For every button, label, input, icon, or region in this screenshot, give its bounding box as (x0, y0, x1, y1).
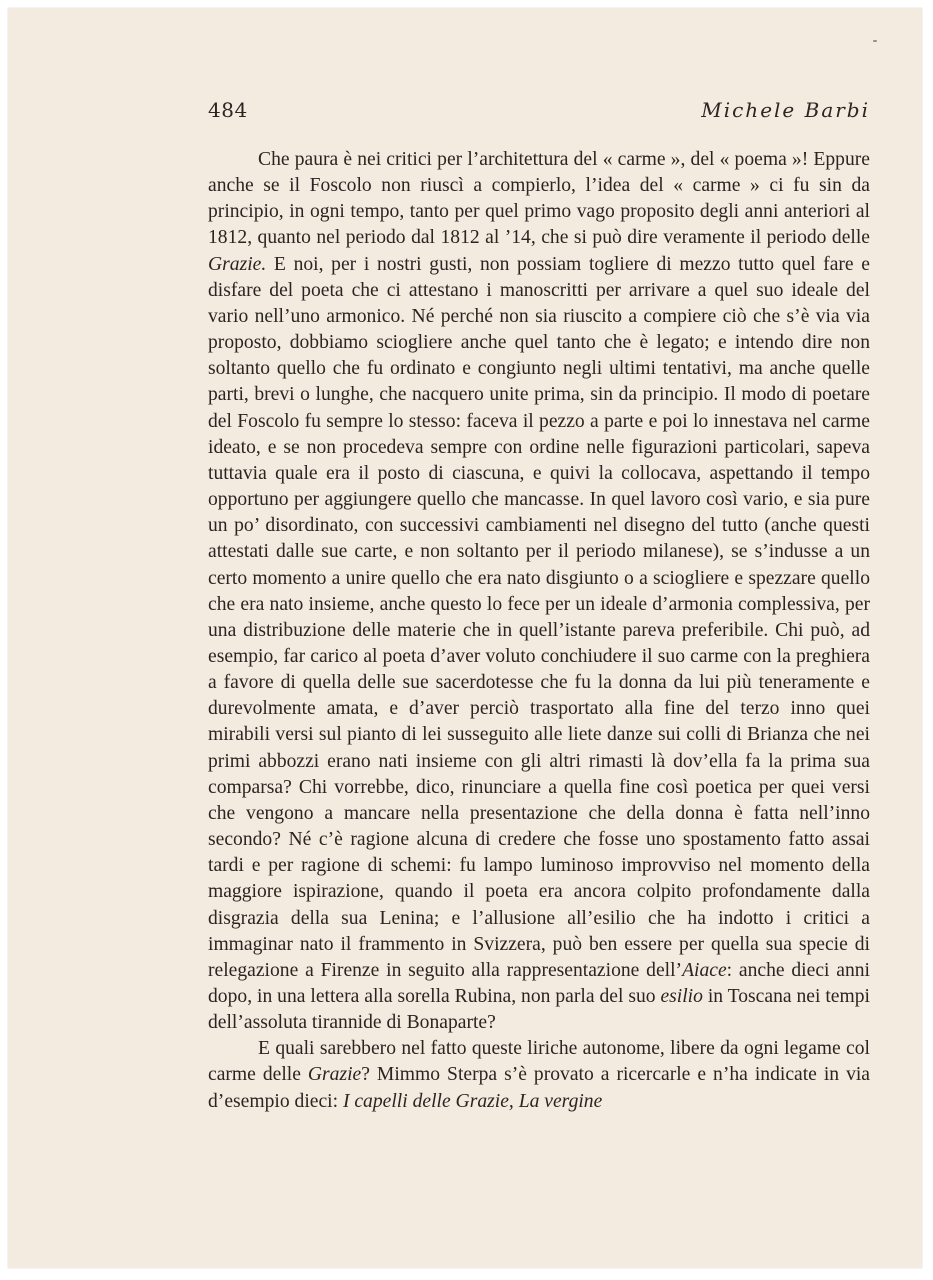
running-head-author: Michele Barbi (701, 98, 870, 122)
text-segment: Che paura è nei critici per l’architettura del « carme », del « poema »! Eppure anche se il Foscolo non riuscì a compierlo, l’idea del « carme » ci fu sin da principio, in ogni tempo, tanto per quel primo vago proposito degli anni anteriori al 1812, quanto nel periodo dal 1812 al ’14, che si può dire veramente il periodo delle (208, 149, 870, 249)
page-number: 484 (208, 98, 248, 122)
italic-title-aiace: Aiace (682, 959, 727, 981)
text-segment: ? Mimmo Sterpa s’è provato a ricercarle e n’ha indicate in via d’esempio dieci: (208, 1064, 871, 1112)
body-text (208, 147, 870, 1115)
text-segment: : anche dieci anni dopo, in una lettera alla sorella Rubina, non parla del suo (208, 959, 870, 1007)
italic-title-grazie: Grazie (307, 1064, 362, 1086)
book-page (8, 8, 922, 1268)
text-segment: E noi, per i nostri gusti, non possiam togliere di mezzo tutto quel fare e disfare del poeta che ci attestano i manoscritti per arrivare a quel suo ideale del vario nell’uno armonico. Né perché non sia riuscito a compiere ciò che s’è via via proposto, dobbiamo sciogliere anche quel tanto che è legato; e intendo dire non soltanto quello che fu ordinato e congiunto negli ultimi tentativi, ma anche quelle parti, brevi o lunghe, che nacquero unite prima, sin da principio. Il modo di poetare del Foscolo fu sempre lo stesso: faceva il pezzo a parte e poi lo innestava nel carme ideato, e se non procedeva sempre con ordine nelle figurazioni particolari, sapeva tuttavia quale era il posto di ciascuna, e quivi la collocava, aspettando il tempo opportuno per aggiungere quello che mancasse. In quel lavoro così vario, e sia pure un po’ disordinato, con successivi cambiamenti nel disegno del tutto (anche questi attestati dalle sue carte, e non soltanto per il periodo milanese), se s’indusse a un certo momento a unire quello che era nato disgiunto o a sciogliere e spezzare quello che era nato insieme, anche questo lo fece per un ideale d’armonia complessiva, per una distribuzione delle materie che in quell’istante pareva preferibile. Chi può, ad esempio, far carico al poeta d’aver voluto conchiudere il suo carme con la preghiera a favore di quella delle sue sacerdotesse che fu la donna da lui più teneramente e durevolmente amata, e d’aver perciò trasportato alla fine del terzo inno quei mirabili versi sul pianto di lei susseguito alle liete danze sui colli di Brianza che nei primi abbozzi erano nati insieme con gli altri rimasti là dov’ella fa la prima sua comparsa? Chi vorrebbe, dico, rinunciare a quella fine così poetica per quei versi che vengono a mancare nella presentazione che della donna è fatta nell’inno secondo? Né c’è ragione alcuna di credere che fosse uno spostamento fatto assai tardi e per ragione di schemi: fu lampo luminoso improvviso nel momento della maggiore ispirazione, quando il poeta era ancora colpito profondamente dalla disgrazia della sua Lenina; e l’allusione all’esilio che ha indotto i critici a immaginar nato il frammento in Svizzera, può ben essere per quella sua specie di relegazione a Firenze in seguito alla rappresentazione dell’ (208, 253, 870, 981)
paragraph-2 (208, 1036, 870, 1114)
italic-titles-list: I capelli delle Grazie, La vergine (342, 1090, 603, 1112)
italic-word-esilio: esilio (660, 986, 703, 1007)
text-segment: in Toscana nei tempi dell’assoluta tirannide di Bonaparte? (208, 986, 870, 1034)
italic-title-grazie: Grazie. (208, 253, 267, 275)
paper-speck (873, 40, 877, 42)
text-segment: E quali sarebbero nel fatto queste liriche autonome, libere da ogni legame col carme delle (208, 1038, 870, 1086)
paragraph-1 (208, 147, 870, 1036)
page-header (208, 98, 870, 128)
